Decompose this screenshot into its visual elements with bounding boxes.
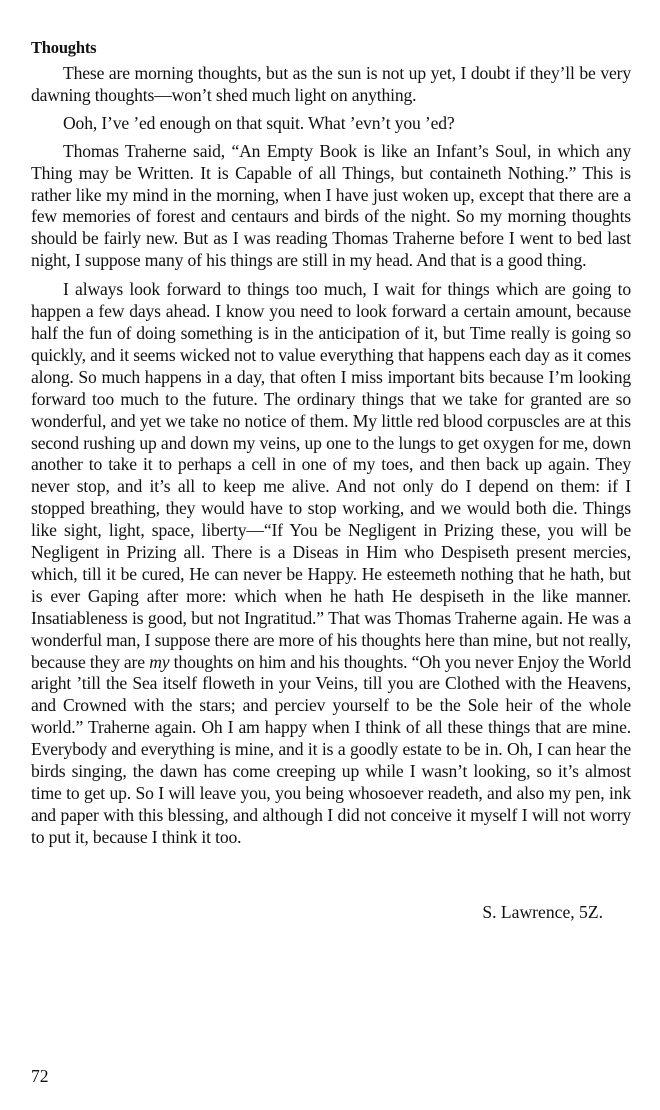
paragraph-4-text-b: thoughts on him and his thoughts. “Oh you never Enjoy the World aright ’till the Sea itself floweth in your Veins, till you are Clothed with the Heavens, and Crowned with the stars; and perciev yourself to be the Sole heir of the whole world.” Traherne again. Oh I am happy when I think of all these things that are mine. Everybody and everything is mine, and it is a goodly estate to be in. Oh, I can hear the birds singing, the dawn has come creeping up while I wasn’t looking, so it’s almost time to get up. So I will leave you, you being whosoever readeth, and also my pen, ink and paper with this blessing, and although I did not conceive it myself I will not worry to put it, because I think it too.	[31, 651, 631, 847]
paragraph-4-text-a: I always look forward to things too much, I wait for things which are going to happen a few days ahead. I know you need to look forward a certain amount, because half the fun of doing something is in the anticipation of it, but Time really is going so quickly, and it seems wicked not to value everything that happens each day as it comes along. So much happens in a day, that often I miss important bits because I’m looking forward too much to the future. The ordinary things that we take for granted are so wonderful, and yet we take no notice of them. My little red blood corpuscles are at this second rushing up and down my veins, up one to the lungs to get oxygen for me, down another to take it to perhaps a cell in one of my toes, and then back up again. They never stop, and it’s all to keep me alive. And not only do I depend on them: if I stopped breathing, they would have to stop working, and we would both die. Things like sight, light, space, liberty—“If You be Negligent in Prizing these, you will be Negligent in Prizing all. There is a Diseas in Him who Despiseth present mercies, which, till it be cured, He can never be Happy. He esteemeth nothing that he hath, but is ever Gaping after more: which when he hath He despiseth in the like manner. Insatiableness is good, but not Ingratitud.” That was Thomas Traherne again. He was a wonderful man, I suppose there are more of his thoughts here than mine, but not really, because they are	[31, 279, 631, 672]
book-page	[31, 0, 631, 1110]
essay-body	[31, 63, 631, 849]
paragraph-2: Ooh, I’ve ’ed enough on that squit. What ’evn’t you ’ed?	[63, 112, 455, 133]
author-signature: S. Lawrence, 5Z.	[482, 902, 603, 922]
paragraph-3: Thomas Traherne said, “An Empty Book is like an Infant’s Soul, in which any Thing may be Written. It is Capable of all Things, but containeth Nothing.” This is rather like my mind in the morning, when I have just woken up, except that there are a few memories of forest and centaurs and birds of the night. So my morning thoughts should be fairly new. But as I was reading Thomas Traherne before I went to bed last night, I suppose many of his things are still in my head. And that is a good thing.	[31, 140, 631, 271]
paragraph-1: These are morning thoughts, but as the sun is not up yet, I doubt if they’ll be very dawning thoughts—won’t shed much light on anything.	[31, 63, 631, 105]
page-number: 72	[31, 1066, 49, 1086]
emphasis-my: my	[149, 651, 170, 672]
paragraph-4	[31, 279, 631, 849]
page-title: Thoughts	[31, 38, 97, 57]
